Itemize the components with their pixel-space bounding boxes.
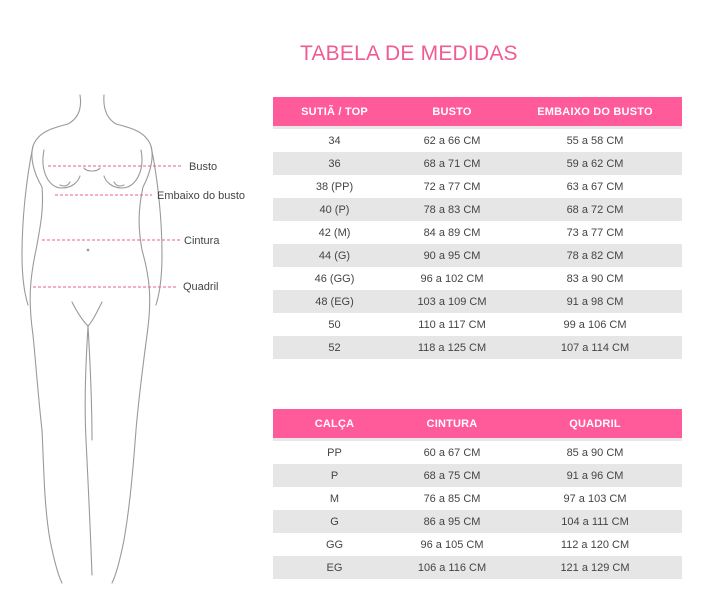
table-cell: 104 a 111 CM <box>508 510 682 533</box>
table-row <box>273 290 682 313</box>
table-cell: 34 <box>328 134 341 147</box>
body-outline <box>22 95 162 583</box>
table-cell: 96 a 102 CM <box>420 272 484 285</box>
table-row <box>273 267 682 290</box>
table-row <box>273 440 682 465</box>
table-cell: 86 a 95 CM <box>396 510 508 533</box>
table-cell: 42 (M) <box>318 226 351 239</box>
table-cell: 97 a 103 CM <box>563 492 627 505</box>
table-cell: 121 a 129 CM <box>508 556 682 579</box>
column-header: QUADRIL <box>508 409 682 440</box>
table-cell: 96 a 105 CM <box>420 538 484 551</box>
column-header: CALÇA <box>273 409 396 440</box>
bust-label: Busto <box>189 161 218 173</box>
waist-label: Cintura <box>184 235 220 247</box>
table-row <box>273 487 682 510</box>
table-cell: 46 (GG) <box>314 272 355 285</box>
table-row <box>273 198 682 221</box>
column-header: SUTIÃ / TOP <box>273 97 396 128</box>
table-cell: PP <box>327 446 342 459</box>
table-cell: 106 a 116 CM <box>396 556 508 579</box>
table-cell: 68 a 72 CM <box>508 198 682 221</box>
table-cell: EG <box>273 556 396 579</box>
table-cell: 76 a 85 CM <box>423 492 481 505</box>
underbust-label: Embaixo do busto <box>157 190 246 202</box>
table-row <box>273 128 682 153</box>
table-row <box>273 464 682 487</box>
table-cell: 90 a 95 CM <box>396 244 508 267</box>
table-row <box>273 244 682 267</box>
column-header: CINTURA <box>396 409 508 440</box>
table-cell: 78 a 82 CM <box>508 244 682 267</box>
table-header-row <box>273 97 682 128</box>
table-cell: M <box>329 492 340 505</box>
table-cell: P <box>273 464 396 487</box>
table-row <box>273 175 682 198</box>
table-cell: 48 (EG) <box>273 290 396 313</box>
table-cell: 60 a 67 CM <box>423 446 481 459</box>
bra-size-table <box>273 97 682 359</box>
table-row <box>273 510 682 533</box>
table-cell: 84 a 89 CM <box>423 226 481 239</box>
table-cell: 91 a 98 CM <box>508 290 682 313</box>
table-cell: 52 <box>273 336 396 359</box>
table-cell: 103 a 109 CM <box>396 290 508 313</box>
table-cell: 36 <box>273 152 396 175</box>
table-cell: 112 a 120 CM <box>560 538 630 551</box>
measurement-guides <box>33 166 182 287</box>
table-cell: 44 (G) <box>273 244 396 267</box>
hip-label: Quadril <box>183 281 219 293</box>
column-header: EMBAIXO DO BUSTO <box>508 97 682 128</box>
table-cell: 68 a 75 CM <box>396 464 508 487</box>
pants-size-table <box>273 409 682 579</box>
table-cell: 63 a 67 CM <box>566 180 624 193</box>
table-cell: 118 a 125 CM <box>396 336 508 359</box>
table-row <box>273 313 682 336</box>
table-cell: 38 (PP) <box>315 180 354 193</box>
table-cell: 72 a 77 CM <box>423 180 481 193</box>
table-cell: 78 a 83 CM <box>396 198 508 221</box>
table-cell: GG <box>325 538 344 551</box>
table-row <box>273 152 682 175</box>
table-cell: 62 a 66 CM <box>423 134 481 147</box>
column-header: BUSTO <box>396 97 508 128</box>
table-cell: 50 <box>328 318 341 331</box>
table-cell: 110 a 117 CM <box>418 318 486 331</box>
page-title: TABELA DE MEDIDAS <box>300 42 518 65</box>
table-row <box>273 336 682 359</box>
table-row <box>273 556 682 579</box>
table-cell: 59 a 62 CM <box>508 152 682 175</box>
table-header-row <box>273 409 682 440</box>
table-cell: 73 a 77 CM <box>566 226 624 239</box>
body-measurement-figure <box>0 0 272 611</box>
table-cell: 85 a 90 CM <box>566 446 624 459</box>
table-cell: 91 a 96 CM <box>508 464 682 487</box>
table-cell: 83 a 90 CM <box>566 272 624 285</box>
table-cell: 107 a 114 CM <box>508 336 682 359</box>
table-row <box>273 221 682 244</box>
table-cell: G <box>273 510 396 533</box>
table-cell: 55 a 58 CM <box>566 134 624 147</box>
table-row <box>273 533 682 556</box>
table-cell: 40 (P) <box>273 198 396 221</box>
table-cell: 99 a 106 CM <box>563 318 627 331</box>
table-cell: 68 a 71 CM <box>396 152 508 175</box>
